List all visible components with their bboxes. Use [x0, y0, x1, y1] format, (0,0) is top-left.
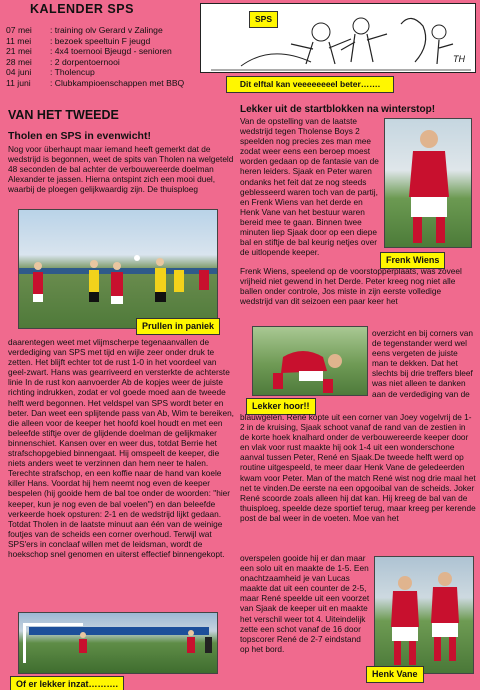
photo-frenk-figure: [385, 119, 472, 248]
kalender-item-text: : Clubkampioenschappen met BBQ: [50, 77, 185, 88]
kalender-item-text: : bezoek speeltuin F jeugd: [50, 35, 151, 46]
kalender-item-text: : Tholencup: [50, 67, 95, 78]
photo-inzat-figures: [19, 613, 218, 674]
kalender-item-text: : training olv Gerard v Zalinge: [50, 25, 163, 35]
kalender-item-date: 04 juni: [6, 67, 32, 78]
kalender-item: [6, 25, 196, 36]
right-paragraph-3: overzicht en bij corners van de tegenstander werd wel eens vergeten de juiste man te dekken. Dat het slechts bij drie treffers bleef was niet alleen te danken aan de verdediging van de: [372, 328, 473, 399]
cartoon-signature: TH: [453, 54, 465, 64]
photo-henk-caption: Henk Vane: [366, 666, 424, 683]
left-paragraph-2: daarentegen weet met vlijmscherpe tegenaanvallen de verdediging van SPS met tijd en wijle zeer onder druk te zetten. Het blijft echter tot de rust 1-0 in het voordeel van geel-zwart. Hans was gearriveerd en versterkte de achterste linie In de rust kon aanvoerder Ab de kopjes weer de juiste richting indrukken, zodat er vol goede moed aan de tweede helft werd begonnen. Het veldspel van SPS wordt beter en beter. Dan weet een splijtende pass van Ab, Wim te bereiken, die alleen voor de keeper het hoofd koel houdt en met een beleefde stiftje over de glijdende doelman de gelijkmaker binnenschiet. Kansen over en weer dus, totdat Berrie het strafschopgebied binnengaat. Hij omspeelt de keeper, die niets anders weet te verzinnen dan hem neer te halen. Terechte strafschop, en een koffie naar de hand van koele killer Hans. Voordat hij hem neemt nog even de keeper bespelen (hij gooide hem de bal toe onder de woorden: "hier keeper, kun je nog even de bal voelen") en dan beleefde verkeerde hoek opsturen: 2-1 en de wedstrijd lijkt gedaan. Totdat Tholen in de laatste minuut aan één van de weinige foutjes van de scheids een corner overhoud. Terwijl wat SPS'ers in conclaaf willen met de leidsman, wordt de hoekschop snel genomen en uiterst effectief binnengekopt.: [8, 337, 234, 559]
kalender-item: [6, 46, 196, 57]
kalender-item-date: 28 mei: [6, 56, 32, 67]
kalender-list: [6, 25, 196, 89]
photo-frenk-caption: Frenk Wiens: [380, 252, 445, 269]
kalender-item: [6, 78, 196, 89]
right-paragraph-2: Frenk Wiens, speelend op de voorstopperplaats, was zoveel vrijheid niet gewend in het Derde. Peter kreeg nog niet alle ballen onder controle, Jos miste in zijn eerste volledige wedstrijd van dit seizoen een paar keer het: [240, 266, 462, 307]
right-heading: Lekker uit de startblokken na winterstop!: [240, 104, 436, 115]
cartoon-caption: Dit elftal kan veeeeeeeel beter…….: [226, 76, 394, 93]
photo-henk: [374, 556, 474, 674]
cartoon-drawing: [201, 4, 476, 73]
kalender-item-date: 07 mei: [6, 25, 32, 35]
kalender-item: [6, 57, 196, 68]
left-subheading: Tholen en SPS in evenwicht!: [8, 130, 151, 142]
kalender-item-date: 11 mei: [6, 35, 32, 46]
photo-lekker-hoor: [252, 326, 368, 396]
kalender-item: [6, 67, 196, 78]
right-paragraph-5: overspelen gooide hij er dan maar een solo uit en maakte de 1-5. Een onachtzaamheid je van Lucas maakte dat uit een counter de 2-5, maar René speelde uit een voorzet van Sjaak de keeper uit en maakte het verschil weer tot 4. Uiteindelijk zette een schot vanaf de 16 door topscorer René de 2-7 eindstand op het bord.: [240, 553, 370, 654]
right-paragraph-4: blauwgelen. René kopte uit een corner van Joey vogelvrij de 1-2 in de kruising, Sjaak schoot vanaf de rand van de zestien in de korte hoek knalhard onder de verbouwereerde keeper door en vlak voor rust maakte hij ook 1-4 uit een wonderschone aanval tussen Peter, René en Sjaak.De tweede helft werd op routine uitgespeeld, te meer daar Henk Vane de geledeerden kwam voor Peter. Man of the match René wist nog drie maal het net te vinden.De eerste na een opgooibal van de scheids. Joker René scoorde zoals alleen hij dat kan. Hij kreeg de bal van de thuisploeg, speelde deze sportief terug, maar kreeg per kerende post de bal weer in de voeten. Moe van het: [240, 412, 476, 523]
kalender-item-text: : 2 dorpentoernooi: [50, 56, 120, 67]
photo-lekker-hoor-caption: Lekker hoor!!: [246, 398, 316, 415]
kalender-section: [6, 2, 196, 89]
left-paragraph-1: Nog voor überhaupt maar iemand heeft gemerkt dat de wedstrijd is begonnen, weet de spits van Tholen na welgeteld 48 seconden de bal achter de verbouwereerde doelman Alexander te jassen. Hierna ontspint zich een mooi duel, waarbij de ploegen gelijkwaardig zijn. De thuisploeg: [8, 144, 234, 195]
kalender-item-date: 21 mei: [6, 46, 32, 57]
kalender-item-text: : 4x4 toernooi Bjeugd - senioren: [50, 46, 172, 57]
photo-prullen: [18, 209, 218, 329]
right-paragraph-1: Van de opstelling van de laatste wedstrijd tegen Tholense Boys 2 speelden nog precies zes man mee zodat weer eens een beroep moest worden gedaan op de fantasie van de heren leiders. Sjaak en Peter waren ondanks het feit dat ze nog steeds geblesseerd waren toch van de partij, en Frenk Wiens van het derde en Henk Vane van het bestuur waren bereid mee te gaan. Binnen twee minuten liep Sjaak door op een diepe bal en stiftje de bal keurig netjes over de uitlopende keeper.: [240, 116, 379, 258]
kalender-item-date: 11 juni: [6, 77, 31, 88]
photo-inzat-caption: Of er lekker inzat……….: [10, 676, 124, 690]
cartoon-badge: SPS: [249, 11, 278, 28]
left-heading: VAN HET TWEEDE: [8, 108, 119, 122]
photo-prullen-caption: Prullen in paniek: [136, 318, 220, 335]
photo-inzat: [18, 612, 218, 674]
kalender-title: KALENDER SPS: [30, 2, 134, 16]
cartoon-panel: [200, 3, 476, 73]
photo-henk-figures: [375, 557, 474, 674]
photo-prullen-figures: [19, 210, 218, 329]
kalender-item: [6, 36, 196, 47]
photo-frenk: [384, 118, 472, 248]
photo-lekker-figure: [253, 327, 368, 396]
